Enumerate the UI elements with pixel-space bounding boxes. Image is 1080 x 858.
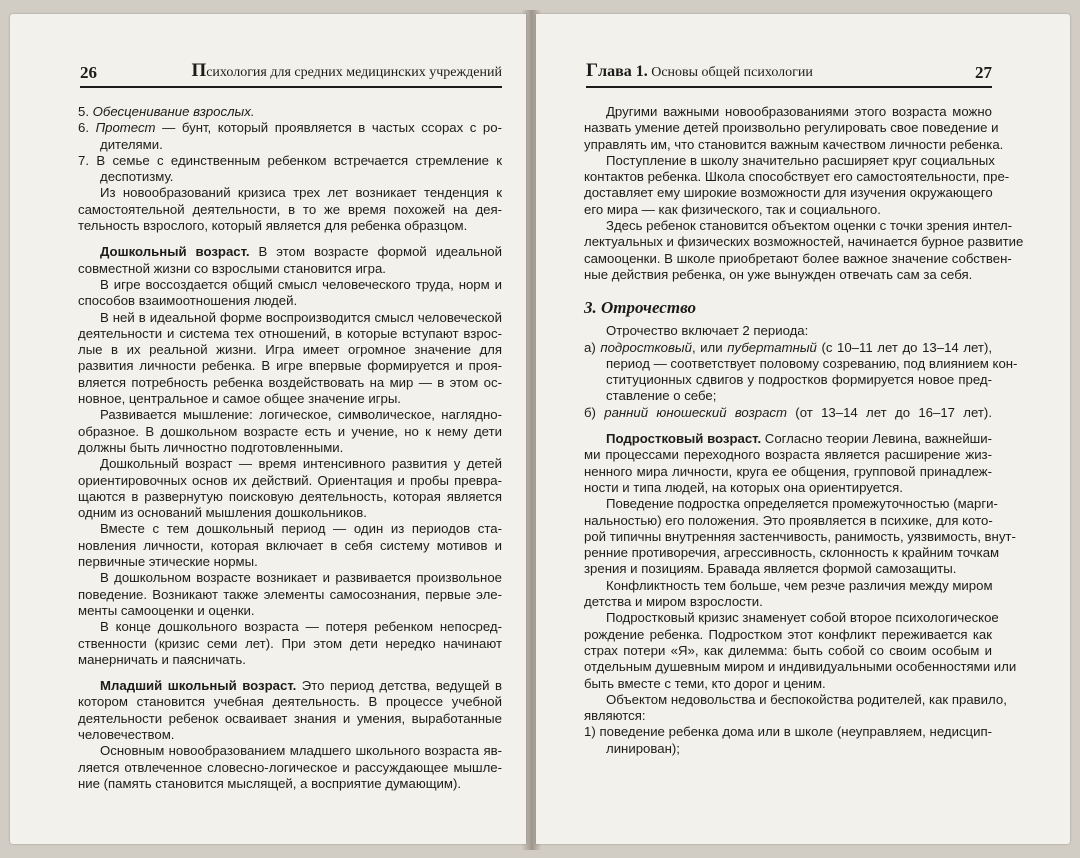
preschool-paragraph: Дошкольный возраст. В этом возрасте формой идеальной совместной жизни со взрослыми становится игра. [78,244,503,276]
preschool-heading: Дошкольный возраст. [100,244,250,260]
paragraph: В конце дошкольного возраста — потеря ребенком непосред- ственности (кризис семи лет). При этом дети нередко начинают манерничать и паясничать. [78,619,502,667]
paragraph: В ней в идеальной форме воспроизводится смысл человеческой деятельности и система тех отношений, в которые вступают взрос- лые в их реальной жизни. Игра имеет огромное значение для развития личности ребенка. В игре впервые формируется и проя- вляется потребность ребенка воздействовать на мир — в этом ос- новное, центральное и самое общее значение игры. [78,309,502,407]
right-header-title-text: Основы общей психологии [647,65,813,80]
right-header-initial: Г [586,60,599,81]
paragraph: Развивается мышление: логическое, символическое, наглядно- образное. В дошкольном возрасте есть и учение, но к нему дети должны быть личностно подготовленными. [78,407,502,455]
paragraph: Поведение подростка определяется промежуточностью (марги- нальностью) его положения. Это проявляется в психике, для кото- рой типичны внутренняя застенчивость, ранимость, уязвимость, внут- ренние противоречия, агрессивность, склонность к крайним точкам зрения и позициям. Бравада является формой самозащиты. [584,496,1016,577]
left-running-header [80,58,502,88]
junior-school-paragraph: Младший школьный возраст. Это период детства, ведущей в котором становится учебная деятельность. В процессе учебной деятельности ребенок осваивает знания и умения, выработанные человечеством. [78,678,502,742]
right-body-text [584,104,1024,757]
paragraph: Дошкольный возраст — время интенсивного развития у детей ориентировочных основ их действий. Ориентация и пробы превра- щаются в развернутую поисковую деятельность, которая является одним из оснований мышления дошкольников. [78,456,502,521]
left-header-initial: П [191,60,207,81]
list-item-1: 1) поведение ребенка дома или в школе (неуправляем, недисцип- линирован); [584,724,992,756]
list-item-6-cont: дителями. [100,136,163,152]
paragraph: Основным новообразованием младшего школьного возраста яв- ляется отвлеченное словесно-логическое и рассуждающее мышле- ние (память становится мыслящей, а восприятие думающим). [78,743,502,791]
right-page-number: 27 [975,63,992,82]
left-body-text [78,104,502,792]
left-page-number: 26 [80,63,97,82]
paragraph: Объектом недовольства и беспокойства родителей, как правило, являются: [584,691,1007,724]
list-item-7: 7. В семье с единственным ребенком встречается стремление к [78,152,502,168]
left-page [10,14,526,844]
section-heading: 3. Отрочество [584,298,696,318]
right-header-chapter: лава 1. [598,63,648,80]
list-item-7-cont: деспотизму. [100,169,174,185]
right-header-title [586,60,813,86]
paragraph: В дошкольном возрасте возникает и развивается произвольное поведение. Возникают также элементы самосознания, первые эле- менты самооценки и оценки. [78,570,502,618]
right-page [536,14,1070,844]
paragraph: Из новообразований кризиса трех лет возникает тенденция к самостоятельной деятельности, в то же время похожей на дея- тельность взрослого, который является для ребенка образцом. [78,185,502,234]
paragraph: Другими важными новообразованиями этого возраста можно назвать умение детей произвольно регулировать свое поведение и управлять им, что становится важным качеством личности ребенка. [584,104,1004,152]
teen-paragraph: Подростковый возраст. Согласно теории Левина, важнейши- ми процессами переходного возраста является расширение жиз- ненного мира личности, круга ее общения, групповой принадлеж- ности и типа людей, на которых она ориентируется. [584,431,993,495]
left-header-title [191,60,502,86]
paragraph: Подростковый кризис знаменует собой второе психологическое рождение ребенка. Подростком этот конфликт переживается как страх потери «Я», как дилемма: быть собой со своим особым и отдельным душевным миром и индивидуальными особенностями или быть вместе с теми, кто дорог и ценим. [584,610,1017,691]
teen-heading: Подростковый возраст. [606,431,762,447]
paragraph: Вместе с тем дошкольный период — один из периодов ста- новления личности, которая включает в себя систему мотивов и первичные этические нормы. [78,521,502,570]
period-b-item: б) ранний юношеский возраст (от 13–14 лет до 16–17 лет). [584,404,992,420]
junior-school-heading: Младший школьный возраст. [100,678,297,694]
list-item-5: 5. Обесценивание взрослых. [78,104,255,119]
list-item-6: 6. Протест — бунт, который проявляется в частых ссорах с ро- [78,120,502,136]
periods-intro: Отрочество включает 2 периода: [606,323,809,339]
right-running-header [586,58,992,88]
paragraph: Поступление в школу значительно расширяет круг социальных контактов ребенка. Школа способствует его самостоятельности, пре- доставляет ему широкие возможности для изучения окружающего его мира — как физического, так и социального. [584,152,1010,217]
paragraph: Конфликтность тем больше, чем резче различия между миром детства и миром взрослости. [584,577,993,610]
paragraph: Здесь ребенок становится объектом оценки с точки зрения интел- лектуальных и физических возможностей, начинается бурное развитие самооценки. В школе приобретают более важное значение собствен- ные действия ребенка, он уже вынужден отвечать сам за себя. [584,218,1024,282]
period-a-item: а) подростковый, или пубертатный (с 10–11 лет до 13–14 лет), период — соответствует половому созреванию, под влиянием кон- ституционных сдвигов у подростков формируется новое пред- ставление о себе; [584,339,1018,404]
left-header-title-text: сихология для средних медицинских учреждений [206,65,502,80]
paragraph: В игре воссоздается общий смысл человеческого труда, норм и способов взаимоотношения людей. [78,276,502,309]
